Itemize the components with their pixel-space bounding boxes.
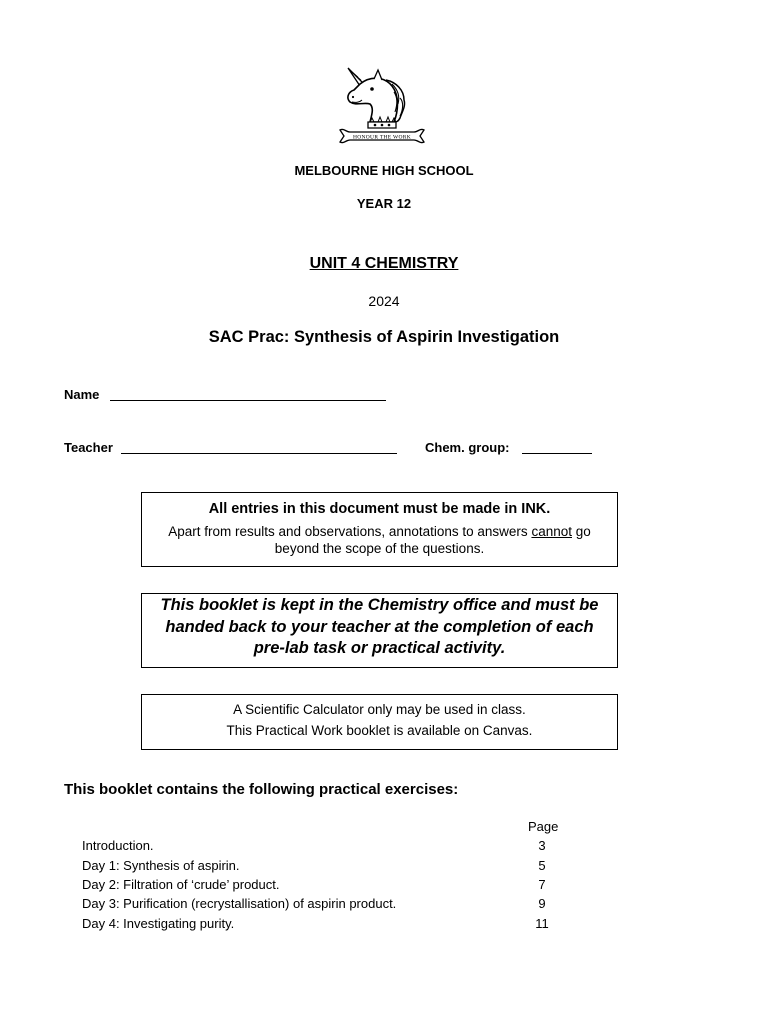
school-name: MELBOURNE HIGH SCHOOL: [294, 163, 474, 178]
contents-row-label: Day 4: Investigating purity.: [82, 915, 235, 931]
contents-row: [82, 858, 562, 878]
ink-notice-emphasis: cannot: [531, 524, 572, 539]
calculator-notice: A Scientific Calculator only may be used in class.: [233, 702, 526, 717]
unicorn-crest-icon: [334, 62, 426, 148]
teacher-field[interactable]: [121, 453, 397, 454]
booklet-return-notice-text: This booklet is kept in the Chemistry office and must be handed back to your teacher at the completion of each pre-lab task or practical activity.: [160, 596, 599, 657]
year: 2024: [368, 293, 400, 309]
contents-page-header: Page: [528, 819, 559, 834]
contents-row-page: 5: [538, 857, 546, 873]
unit-title: UNIT 4 CHEMISTRY: [309, 255, 459, 272]
chem-group-field[interactable]: [522, 453, 592, 454]
unit-title-wrap: [0, 255, 768, 273]
contents-row-page: 3: [538, 838, 546, 853]
contents-title: This booklet contains the following practical exercises:: [64, 781, 459, 798]
name-field[interactable]: [110, 400, 386, 401]
name-label: Name: [64, 387, 100, 402]
contents-row-label: Day 2: Filtration of ‘crude’ product.: [82, 877, 280, 892]
booklet-return-notice-box: [141, 593, 618, 668]
ink-notice-heading: All entries in this document must be made in INK.: [208, 501, 551, 517]
contents-row-label: Introduction.: [82, 838, 154, 853]
svg-text:HONOUR THE WORK: HONOUR THE WORK: [352, 134, 412, 141]
contents-row-label: Day 3: Purification (recrystallisation) of aspirin product.: [82, 896, 397, 911]
teacher-label: Teacher: [64, 440, 113, 455]
canvas-notice: This Practical Work booklet is available on Canvas.: [226, 723, 533, 738]
contents-row-page: 9: [538, 896, 546, 911]
year-level: YEAR 12: [356, 196, 412, 211]
contents-row-label: Day 1: Synthesis of aspirin.: [82, 857, 240, 873]
chem-group-label: Chem. group:: [425, 440, 510, 455]
contents-row: [82, 877, 562, 897]
calculator-notice-box: [141, 694, 618, 750]
ink-notice-text-part1: Apart from results and observations, annotations to answers: [168, 524, 532, 539]
ink-notice-text: [142, 523, 617, 557]
ink-notice-text-part2: go beyond the scope of the questions.: [274, 524, 591, 556]
contents-row-page: 11: [535, 915, 549, 931]
contents-row: [82, 838, 562, 858]
contents-row: [82, 896, 562, 916]
contents-row: [82, 916, 562, 936]
contents-row-page: 7: [538, 877, 546, 892]
page-title: SAC Prac: Synthesis of Aspirin Investigation: [208, 328, 560, 346]
ink-notice-box: [141, 492, 618, 567]
